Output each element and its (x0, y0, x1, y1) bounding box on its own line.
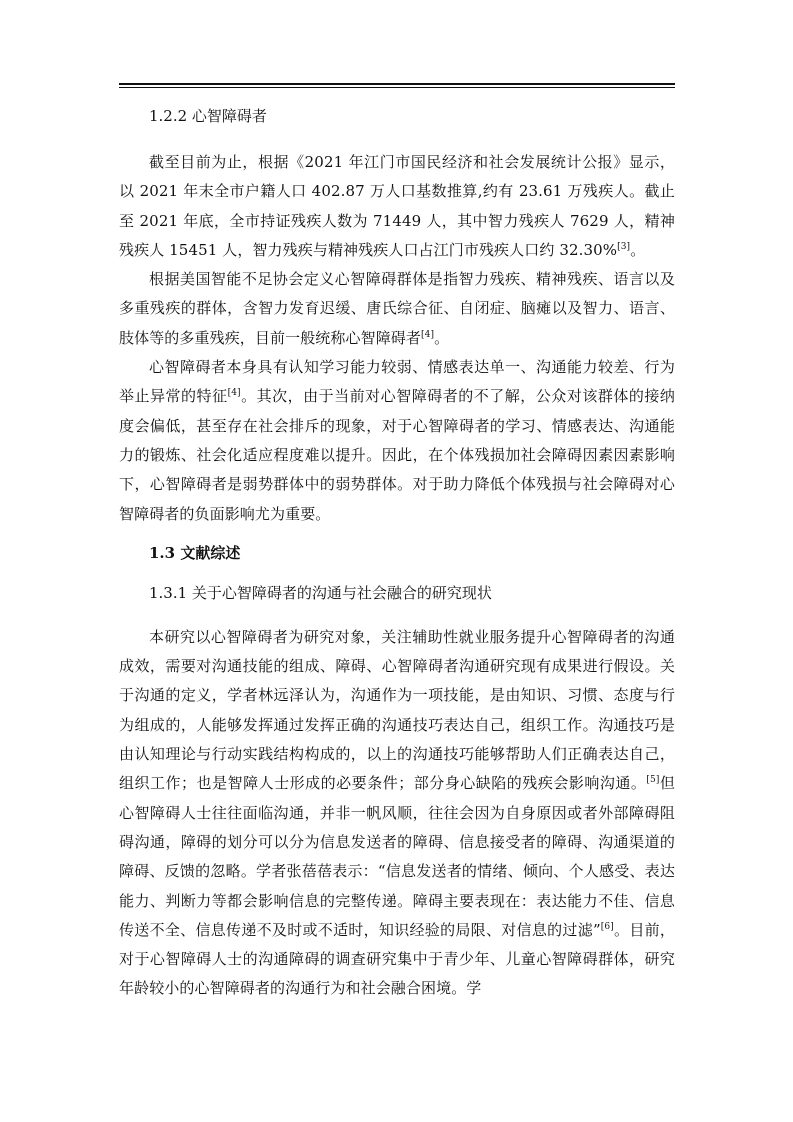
paragraph-text: 但心智障碍人士往往面临沟通，并非一帆风顺，往往会因为自身原因或者外部障碍阻碍沟通，障碍的划分可以分为信息发送者的障碍、信息接受者的障碍、沟通渠道的障碍、反馈的忽略。学者张蓓蓓表示：“信息发送者的情绪、倾向、个人感受、表达能力、判断力等都会影响信息的完整传递。障碍主要表现在：表达能力不佳、信息传送不全、信息传递不及时或不适时，知识经验的局限、对信息的过滤” (119, 774, 675, 939)
citation-6: [6] (600, 921, 614, 932)
paragraph-statistics (119, 148, 675, 265)
paragraph-definition (119, 265, 675, 353)
heading-1-3: 1.3 文献综述 (149, 543, 241, 562)
paragraph-text: 。其次，由于当前对心智障碍者的不了解，公众对该群体的接纳度会偏低，甚至存在社会排斥的现象，对于心智障碍者的学习、情感表达、沟通能力的锻炼、社会化适应程度难以提升。因此，在个体残损加社会障碍因素因素影响下，心智障碍者是弱势群体中的弱势群体。对于助力降低个体残损与社会障碍对心智障碍者的负面影响尤为重要。 (119, 387, 675, 523)
paragraph-text: 。 (630, 240, 646, 259)
paragraph-literature (119, 623, 675, 1004)
citation-3: [3] (617, 241, 631, 252)
heading-1-2-2: 1.2.2 心智障碍者 (149, 107, 267, 125)
paragraph-text: 。目前，对于心智障碍人士的沟通障碍的调查研究集中于青少年、儿童心智障碍群体，研究年龄较小的心智障碍者的沟通行为和社会融合困境。学 (119, 920, 676, 998)
paragraph-text: 本研究以心智障碍者为研究对象，关注辅助性就业服务提升心智障碍者的沟通成效，需要对沟通技能的组成、障碍、心智障碍者沟通研究现有成果进行假设。关于沟通的定义，学者林远泽认为，沟通作为一项技能，是由知识、习惯、态度与行为组成的，人能够发挥通过发挥正确的沟通技巧表达自己，组织工作。沟通技巧是由认知理论与行动实践结构构成的，以上的沟通技巧能够帮助人们正确表达自己，组织工作；也是智障人士形成的必要条件；部分身心缺陷的残疾会影响沟通。 (119, 627, 675, 793)
header-rule-thick (119, 83, 675, 85)
header-rule-thin (119, 87, 675, 88)
citation-4: [4] (421, 329, 435, 340)
paragraph-characteristics (119, 353, 675, 529)
citation-5: [5] (646, 775, 660, 786)
paragraph-text: 根据美国智能不足协会定义心智障碍群体是指智力残疾、精神残疾、语言以及多重残疾的群体，含智力发育迟缓、唐氏综合征、自闭症、脑瘫以及智力、语言、肢体等的多重残疾，目前一般统称心智障碍者 (119, 270, 675, 347)
paragraph-text: 。 (434, 328, 450, 347)
paragraph-text: 心智障碍者本身具有认知学习能力较弱、情感表达单一、沟通能力较差、行为举止异常的特征 (119, 358, 675, 406)
paragraph-text: 截至目前为止，根据《2021 年江门市国民经济和社会发展统计公报》显示，以 2021 年末全市户籍人口 402.87 万人口基数推算,约有 23.61 万残疾人。截止至 2021 年底，全市持证残疾人数为 71449 人，其中智力残疾人 7629 人，精神残疾人 15451 人，智力残疾与精神残疾人口占江门市残疾人口约 32.30% (119, 153, 675, 259)
heading-1-3-1: 1.3.1 关于心智障碍者的沟通与社会融合的研究现状 (149, 583, 492, 602)
citation-4b: [4] (227, 388, 241, 399)
document-body (119, 100, 675, 1004)
